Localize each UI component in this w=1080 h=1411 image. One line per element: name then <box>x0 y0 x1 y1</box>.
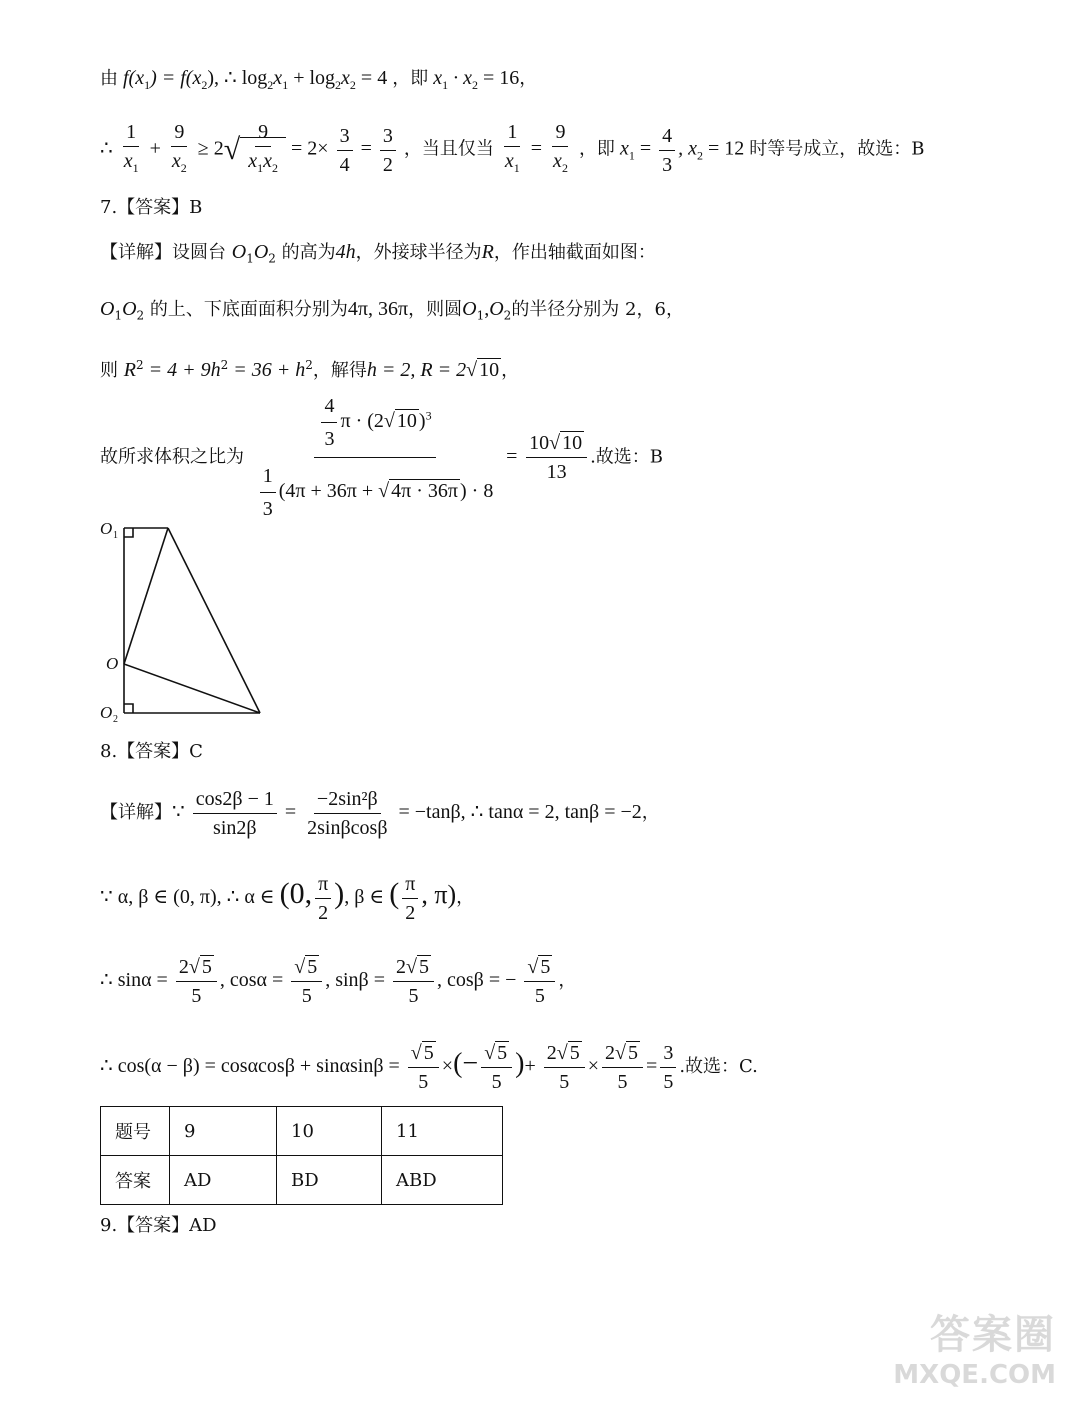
text: ， <box>519 68 538 89</box>
sphere-radius-top-line <box>124 528 168 664</box>
label-o2: O <box>100 703 113 722</box>
text: ， <box>558 970 577 991</box>
math: ∴ <box>100 137 113 160</box>
numerator: π <box>402 872 418 899</box>
math: + log <box>288 67 336 89</box>
math: = 12 <box>708 137 745 160</box>
fraction <box>380 124 396 177</box>
q7-answer-line: 7.【答案】B <box>100 197 203 218</box>
math-sub: 2 <box>349 78 356 92</box>
math: , x <box>678 137 697 160</box>
math-sub: 1 <box>476 308 485 323</box>
numerator: 3 <box>380 124 396 151</box>
denominator: 3 <box>262 498 273 520</box>
solution-line-1 <box>100 66 537 97</box>
math: = <box>360 137 372 160</box>
math: = 2× <box>291 137 329 160</box>
math: = 36 + h <box>228 359 306 381</box>
radicand: 10 <box>479 359 500 381</box>
table-row <box>101 1156 503 1205</box>
sqrt-sign: √ <box>294 955 306 978</box>
math-sub: 1 <box>442 78 449 92</box>
math: x <box>263 150 273 172</box>
math: ∵ <box>172 801 185 823</box>
radicand: 4π · 36π <box>391 480 458 503</box>
table-cell: 10 <box>277 1107 382 1156</box>
sqrt-sign: √ <box>549 432 561 454</box>
math-sub: 1 <box>257 161 264 175</box>
watermark-bottom-text: MXQE.COM <box>893 1360 1056 1390</box>
math: f(x <box>123 67 145 89</box>
math: = 16 <box>477 67 520 89</box>
denominator: 5 <box>491 1070 502 1093</box>
denominator: 2 <box>405 901 416 924</box>
sqrt-sign: √ <box>615 1041 627 1064</box>
radicand: 5 <box>307 955 318 978</box>
numerator <box>481 1041 512 1068</box>
math-sup: 3 <box>425 408 432 423</box>
math-sub: 2 <box>503 308 512 323</box>
answer-table <box>100 1106 503 1205</box>
text: 时等号成立，故选：B <box>749 138 925 160</box>
table-cell: 答案 <box>101 1156 170 1205</box>
numerator: π <box>315 872 331 899</box>
math-sub: 1 <box>132 161 139 175</box>
math: ) · 8 <box>460 480 494 503</box>
math: , β ∈ <box>344 886 385 908</box>
table-cell: 题号 <box>101 1107 170 1156</box>
fraction <box>550 120 571 180</box>
sqrt-sign: √ <box>527 955 539 978</box>
numerator: 1 <box>504 120 520 147</box>
watermark-top-text: 答案圈 <box>930 1312 1056 1358</box>
math: x <box>433 67 443 89</box>
watermark-logo <box>876 1303 1056 1403</box>
math: = 4 + 9h <box>143 359 221 381</box>
text: ， <box>641 802 660 823</box>
numerator <box>176 955 217 982</box>
denominator: 4 <box>339 153 350 176</box>
math: (4π + 36π + <box>278 480 379 503</box>
sqrt-sign: √ <box>556 1041 568 1064</box>
math-sub: 2 <box>180 161 187 175</box>
sqrt <box>477 358 501 382</box>
denominator: 5 <box>663 1070 674 1093</box>
math-sup: 2 <box>220 358 229 372</box>
numerator <box>544 1041 585 1068</box>
math: ≥ 2 <box>197 137 224 160</box>
numerator <box>393 955 434 982</box>
table-cell: 11 <box>382 1107 503 1156</box>
text: ，当且仅当 <box>403 138 494 160</box>
fraction <box>337 124 353 177</box>
text: 的半径分别为 2，6， <box>511 299 684 320</box>
sqrt <box>417 955 431 979</box>
math: 2 <box>605 1041 616 1064</box>
numerator: −2sin²β <box>314 787 381 814</box>
text: ，作出轴截面如图： <box>493 242 656 263</box>
denominator: 5 <box>617 1070 628 1093</box>
sqrt <box>538 955 552 979</box>
fraction <box>245 120 281 180</box>
math: O <box>100 298 115 320</box>
math: 10 <box>529 432 550 454</box>
math-sub: 1 <box>513 161 520 175</box>
text: ，则圆 <box>408 299 463 320</box>
fraction <box>321 392 337 453</box>
table-row <box>101 1107 503 1156</box>
numerator: 3 <box>660 1041 676 1068</box>
radicand: 5 <box>497 1041 508 1064</box>
denominator <box>502 147 523 180</box>
math: = <box>506 445 518 468</box>
fraction <box>544 1041 585 1094</box>
fraction <box>602 1041 643 1094</box>
table-cell: BD <box>277 1156 382 1205</box>
radicand: 5 <box>201 955 212 978</box>
numerator <box>602 1041 643 1068</box>
sqrt-sign: √ <box>188 955 200 978</box>
math: = −tanβ, ∴ tanα = 2, tanβ = −2 <box>398 801 642 823</box>
radicand: 5 <box>569 1041 580 1064</box>
text: ，解得 <box>312 360 367 381</box>
math: ) <box>418 410 426 433</box>
math-sub: 1 <box>628 148 635 163</box>
math: x <box>248 150 258 172</box>
q8-detail-line-1 <box>100 784 660 841</box>
sqrt <box>568 1041 582 1065</box>
radicand: 5 <box>419 955 429 978</box>
sqrt <box>240 120 286 180</box>
radicand: 5 <box>628 1041 639 1064</box>
math: R <box>481 241 494 263</box>
fraction <box>660 1041 676 1094</box>
math: 2 <box>396 955 407 978</box>
math: , cosα = <box>219 969 284 991</box>
q8-detail-line-4 <box>100 1036 758 1095</box>
math: ∵ α, β ∈ (0, π), ∴ α ∈ <box>100 886 275 908</box>
text: ，即 <box>392 68 429 89</box>
sqrt-sign: √ <box>466 359 478 381</box>
fraction <box>524 955 555 1008</box>
math: + <box>524 1055 536 1077</box>
label-o1-sub: 1 <box>113 530 118 541</box>
numerator: 9 <box>255 120 271 147</box>
math: x <box>504 150 514 172</box>
q8-detail-line-3 <box>100 952 576 1009</box>
radicand: 10 <box>396 410 417 433</box>
fraction <box>526 431 587 484</box>
numerator: 4 <box>321 392 337 423</box>
text: ，即 <box>578 138 615 160</box>
math-sub: 2 <box>136 308 145 323</box>
radicand: 5 <box>423 1041 434 1064</box>
numerator: 9 <box>171 120 187 147</box>
math: R <box>123 359 136 381</box>
q7-detail-line-1 <box>100 240 656 271</box>
q8-detail-line-2 <box>100 866 474 926</box>
text: 由 <box>100 68 118 89</box>
numerator: 4 <box>659 124 675 151</box>
fraction <box>502 120 523 180</box>
math: 4π, 36π <box>347 298 409 320</box>
denominator <box>245 147 281 180</box>
math: O <box>253 241 269 263</box>
math: + <box>149 137 161 160</box>
math: ) <box>515 1048 525 1079</box>
sqrt <box>626 1041 640 1065</box>
math: ) <box>334 877 345 910</box>
numerator <box>314 392 435 458</box>
math: , cosβ = − <box>437 969 517 991</box>
table-cell: ABD <box>382 1156 503 1205</box>
math-sub: 2 <box>201 78 208 92</box>
math-sub: 2 <box>697 148 703 163</box>
sqrt-sign: √ <box>378 480 390 503</box>
fraction <box>402 872 418 925</box>
math: x <box>553 150 562 172</box>
math: O <box>122 298 137 320</box>
radicand <box>240 121 286 175</box>
math: 4h <box>335 241 356 263</box>
math: h = 2, R = 2 <box>366 359 467 381</box>
math: (0, <box>279 877 313 910</box>
sqrt-sign: √ <box>406 955 417 978</box>
denominator: 5 <box>408 984 419 1007</box>
label-o2-sub: 2 <box>113 714 118 724</box>
denominator: 2sinβcosβ <box>307 816 388 839</box>
math: ), ∴ log <box>207 67 268 89</box>
q7-detail-line-3 <box>100 353 519 383</box>
numerator <box>524 955 555 982</box>
math <box>280 877 313 910</box>
math-sub: 2 <box>268 251 276 266</box>
text: ， <box>456 887 475 908</box>
numerator: 1 <box>260 462 276 493</box>
denominator: 5 <box>301 984 312 1007</box>
math-sub: 2 <box>471 78 478 92</box>
right-angle-top-mark <box>124 528 133 537</box>
radicand: 5 <box>540 955 551 978</box>
text: ， <box>501 360 520 381</box>
math: , π) <box>421 880 457 909</box>
denominator <box>121 147 142 180</box>
math: = <box>284 801 297 823</box>
math: x <box>273 67 283 89</box>
math: = <box>646 1055 658 1077</box>
fraction <box>304 787 390 840</box>
math-sup: 2 <box>305 358 313 372</box>
fraction <box>481 1041 512 1094</box>
denominator: 3 <box>662 153 673 176</box>
denominator: 2 <box>318 901 329 924</box>
q7-detail-line-2 <box>100 297 684 328</box>
math: ∴ sinα = <box>100 969 168 991</box>
fraction <box>393 955 434 1008</box>
denominator: 3 <box>324 428 335 450</box>
right-angle-bottom-mark <box>124 704 133 713</box>
math: O <box>462 298 477 320</box>
q7-detail-line-4 <box>100 392 663 523</box>
denominator <box>253 458 498 523</box>
numerator: 1 <box>123 120 139 147</box>
math: O <box>231 241 247 263</box>
detail-label: 【详解】 <box>100 802 172 823</box>
sqrt-sign: √ <box>484 1041 496 1064</box>
text: 的上、下底面面积分别为 <box>149 299 348 320</box>
sqrt <box>200 955 214 979</box>
table-cell: 9 <box>170 1107 277 1156</box>
math: · x <box>448 67 472 89</box>
q9-answer-line: 9.【答案】AD <box>100 1215 217 1236</box>
text: 的高为 <box>281 242 336 263</box>
numerator: 3 <box>337 124 353 151</box>
fraction <box>659 124 675 177</box>
sqrt-sign: √ <box>383 410 395 433</box>
solution-line-2 <box>100 120 925 184</box>
sqrt <box>305 955 319 979</box>
math: ( <box>389 877 400 910</box>
table-cell: AD <box>170 1156 277 1205</box>
volume-ratio-fraction <box>253 392 498 523</box>
math: , sinβ = <box>325 969 386 991</box>
math: 2 <box>546 1041 557 1064</box>
denominator: 5 <box>534 984 545 1007</box>
math: ∴ cos(α − β) = cosαcosβ + sinαsinβ = <box>100 1055 400 1077</box>
numerator <box>526 431 587 458</box>
math: (− <box>453 1048 479 1079</box>
math-sub: 1 <box>282 78 289 92</box>
text: 设圆台 <box>172 242 226 263</box>
math-sub: 1 <box>144 78 151 92</box>
math: × <box>441 1055 454 1077</box>
denominator: sin2β <box>213 816 257 839</box>
math: ) = f(x <box>150 67 202 89</box>
sqrt-sign: √ <box>410 1041 422 1064</box>
math: 2 <box>178 955 189 978</box>
numerator: cos2β − 1 <box>193 787 277 814</box>
sqrt <box>495 1041 509 1065</box>
denominator <box>169 147 190 180</box>
text: 故所求体积之比为 <box>100 446 244 468</box>
numerator: 9 <box>552 120 568 147</box>
math: x <box>123 150 133 172</box>
fraction <box>121 120 142 180</box>
math-sub: 2 <box>561 161 568 175</box>
denominator: 5 <box>191 984 202 1007</box>
math-sub: 2 <box>335 78 342 92</box>
math: , <box>484 298 490 320</box>
label-o: O <box>106 654 119 673</box>
math: × <box>587 1055 600 1077</box>
sqrt <box>422 1041 436 1065</box>
math-sub: 2 <box>272 161 279 175</box>
math: O <box>489 298 504 320</box>
denominator <box>550 147 571 180</box>
fraction <box>176 955 217 1008</box>
math: = <box>530 137 543 160</box>
denominator: 13 <box>546 461 567 483</box>
fraction <box>291 955 322 1008</box>
math: = 4 <box>355 67 388 89</box>
math: = <box>639 137 652 160</box>
math: x <box>341 67 350 89</box>
math-sub: 1 <box>114 308 123 323</box>
text: .故选：B <box>590 446 664 468</box>
q8-answer-line: 8.【答案】C <box>100 741 203 762</box>
fraction <box>315 872 331 925</box>
math: π · (2 <box>340 410 384 433</box>
math-sub: 2 <box>267 78 274 92</box>
numerator <box>291 955 322 982</box>
denominator: 2 <box>382 153 393 176</box>
denominator: 5 <box>418 1070 429 1093</box>
text: 则 <box>100 360 118 381</box>
denominator: 5 <box>559 1070 570 1093</box>
numerator <box>408 1041 439 1068</box>
detail-label: 【详解】 <box>100 242 172 263</box>
fraction <box>193 787 277 840</box>
math-sub: 1 <box>246 251 254 266</box>
sqrt <box>560 431 584 455</box>
fraction <box>169 120 190 180</box>
axial-section-figure <box>96 512 276 724</box>
text: .故选：C. <box>679 1056 758 1077</box>
radicand: 10 <box>562 432 583 454</box>
math: x <box>171 150 181 172</box>
sqrt <box>389 477 460 505</box>
fraction <box>408 1041 439 1094</box>
sqrt <box>395 407 419 435</box>
sqrt-sign: √ <box>223 133 241 166</box>
label-o1: O <box>100 519 113 538</box>
math-sup: 2 <box>135 358 144 372</box>
text: ，外接球半径为 <box>355 242 482 263</box>
math: x <box>619 137 629 160</box>
